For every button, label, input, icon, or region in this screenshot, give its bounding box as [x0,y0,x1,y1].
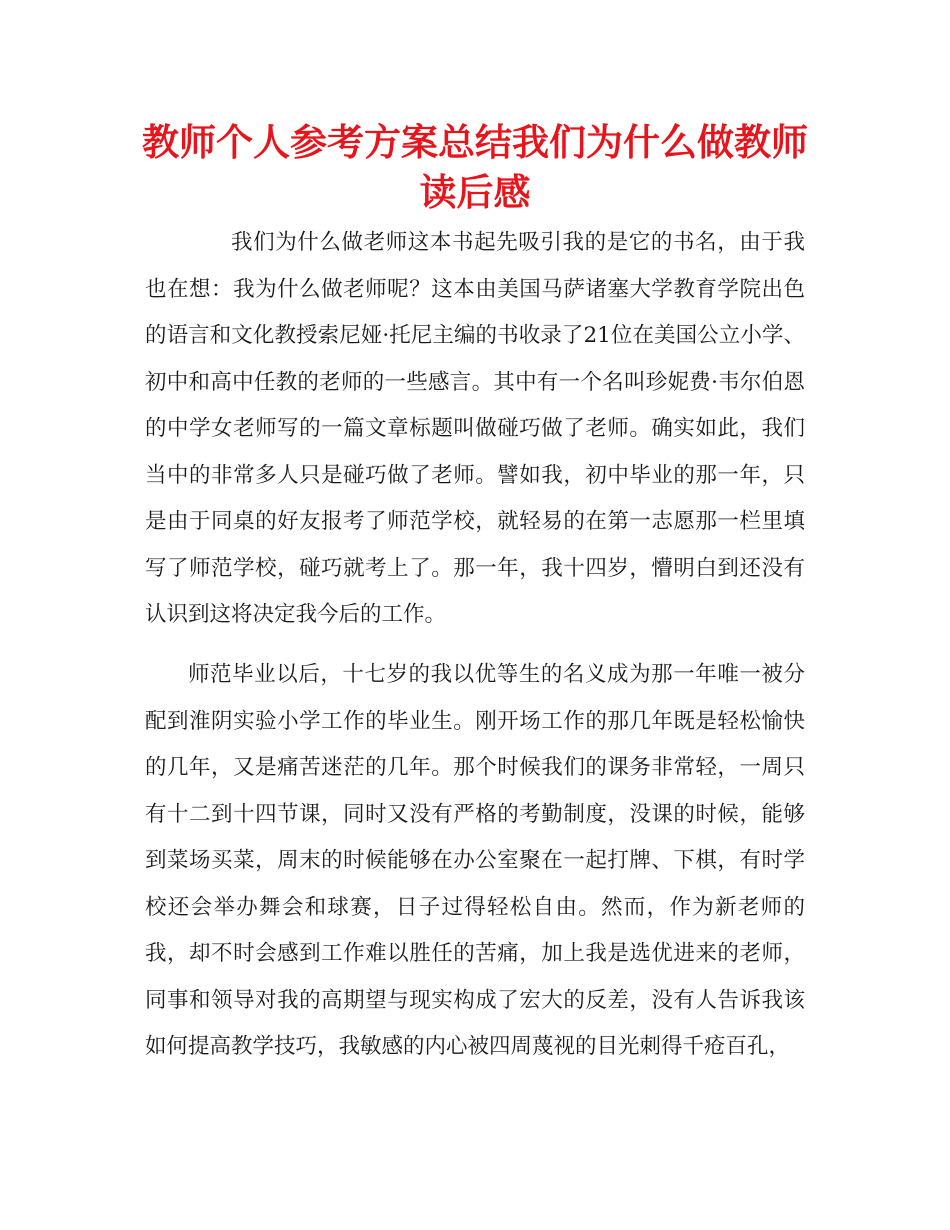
paragraph-2: 师范毕业以后，十七岁的我以优等生的名义成为那一年唯一被分配到淮阴实验小学工作的毕业生。刚开场工作的那几年既是轻松愉快的几年，又是痛苦迷茫的几年。那个时候我们的课务非常轻，一周只有十二到十四节课，同时又没有严格的考勤制度，没课的时候，能够到菜场买菜，周末的时候能够在办公室聚在一起打牌、下棋，有时学校还会举办舞会和球赛，日子过得轻松自由。然而，作为新老师的我，却不时会感到工作难以胜任的苦痛，加上我是选优进来的老师，同事和领导对我的高期望与现实构成了宏大的反差，没有人告诉我该如何提高教学技巧，我敏感的内心被四周蔑视的目光刺得千疮百孔， [145,662,805,1059]
document-title: 教师个人参考方案总结我们为什么做教师读后感 [142,121,808,214]
paragraph-1: 我们为什么做老师这本书起先吸引我的是它的书名，由于我也在想：我为什么做老师呢？这本由美国马萨诸塞大学教育学院出色的语言和文化教授索尼娅·托尼主编的书收录了21位在美国公立小学、初中和高中任教的老师的一些感言。其中有一个名叫珍妮费·韦尔伯恩的中学女老师写的一篇文章标题叫做碰巧做了老师。确实如此，我们当中的非常多人只是碰巧做了老师。譬如我，初中毕业的那一年，只是由于同桌的好友报考了师范学校，就轻易的在第一志愿那一栏里填写了师范学校，碰巧就考上了。那一年，我十四岁，懵明白到还没有认识到这将决定我今后的工作。 [145,230,805,627]
